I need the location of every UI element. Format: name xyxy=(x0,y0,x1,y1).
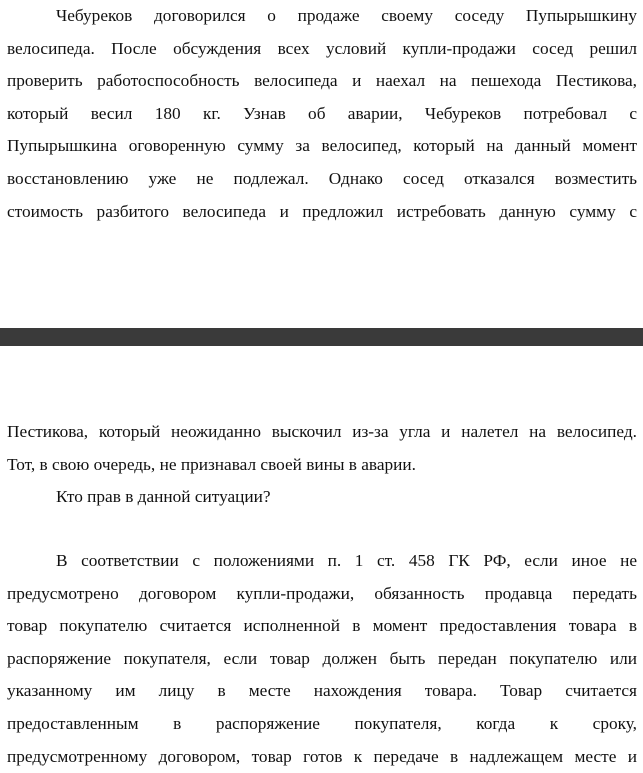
text-line: Тот, в свою очередь, не признавал своей вины в аварии. xyxy=(7,454,416,474)
paragraph-case-description xyxy=(7,0,637,228)
text-line: велосипеда. После обсуждения всех условий купли-продажи сосед решил xyxy=(7,38,637,58)
text-line: Пупырышкина оговоренную сумму за велосипед, который на данный момент xyxy=(7,136,637,156)
document-page-top xyxy=(0,0,643,328)
text-line: В соответствии с положениями п. 1 ст. 458 ГК РФ, если иное не xyxy=(56,551,637,570)
text-line: предусмотренному договором, товар готов к передаче в надлежащем месте и xyxy=(7,746,637,766)
paragraph-answer xyxy=(7,545,637,773)
text-line: проверить работоспособность велосипеда и наехал на пешехода Пестикова, xyxy=(7,71,637,91)
text-line: который весил 180 кг. Узнав об аварии, Чебуреков потребовал с xyxy=(7,103,637,123)
question-text: Кто прав в данной ситуации? xyxy=(56,487,271,507)
paragraph-case-continuation xyxy=(7,416,637,514)
text-line: распоряжение покупателя, если товар должен быть передан покупателю или xyxy=(7,648,637,668)
text-line: восстановлению уже не подлежал. Однако сосед отказался возместить xyxy=(7,168,637,188)
text-line: предоставленным в распоряжение покупателя, когда к сроку, xyxy=(7,713,637,733)
text-line: Чебуреков договорился о продаже своему соседу Пупырышкину xyxy=(56,6,637,25)
text-line: предусмотрено договором купли-продажи, обязанность продавца передать xyxy=(7,583,637,603)
text-line: товар покупателю считается исполненной в момент предоставления товара в xyxy=(7,616,637,636)
document-page-bottom xyxy=(0,346,643,766)
text-line: Пестикова, который неожиданно выскочил из-за угла и налетел на велосипед. xyxy=(7,422,637,441)
page-separator xyxy=(0,328,643,346)
text-line: указанному им лицу в месте нахождения товара. Товар считается xyxy=(7,681,637,701)
text-line: стоимость разбитого велосипеда и предложил истребовать данную сумму с xyxy=(7,201,637,221)
